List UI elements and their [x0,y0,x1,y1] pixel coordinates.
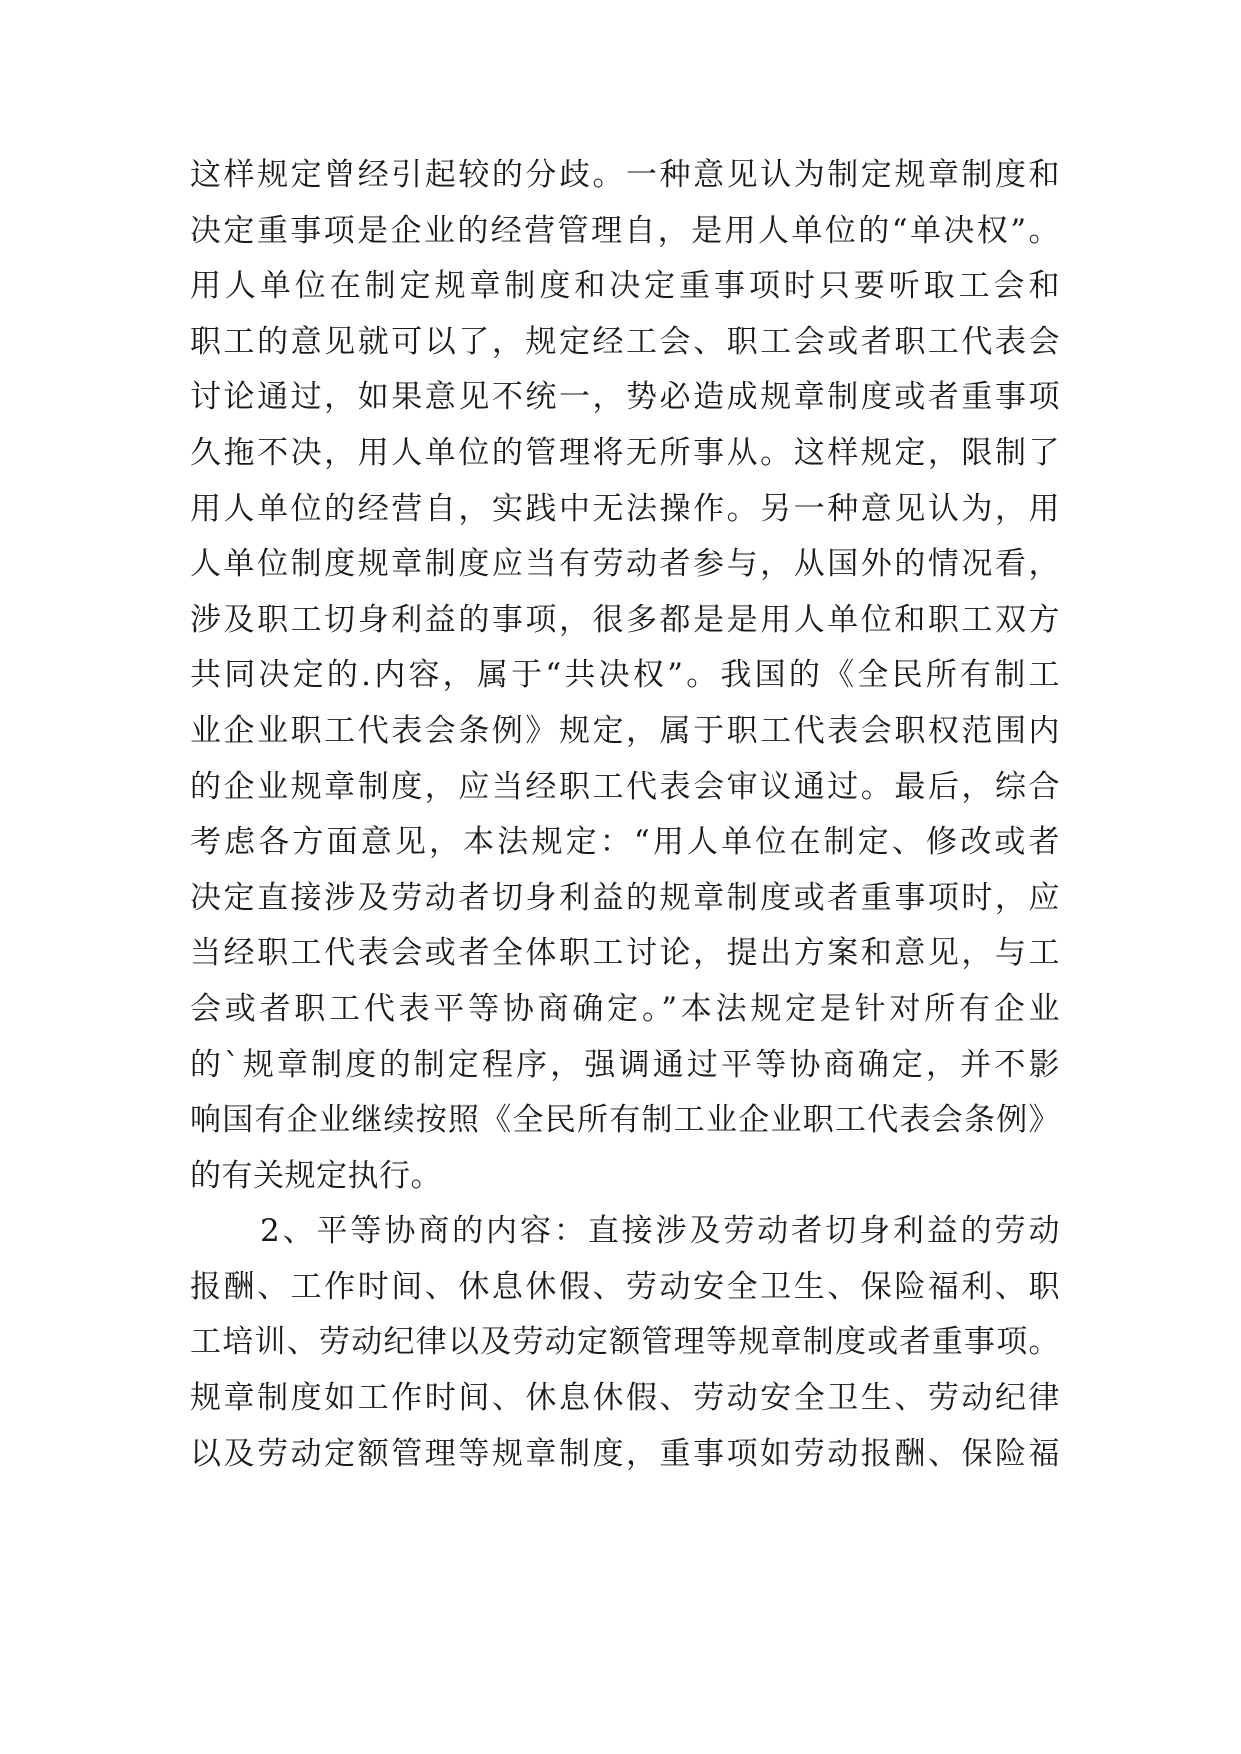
text-line: 响国有企业继续按照《全民所有制工业企业职工代表会条例》 [190,1102,1060,1139]
text-line: 的企业规章制度，应当经职工代表会审议通过。最后，综合 [190,768,1060,805]
text-line: 当经职工代表会或者全体职工讨论，提出方案和意见，与工 [190,935,1060,972]
text-line: 久拖不决，用人单位的管理将无所事从。这样规定，限制了 [190,434,1060,471]
text-line: 的有关规定执行。 [190,1157,442,1194]
text-line: 讨论通过，如果意见不统一，势必造成规章制度或者重事项 [190,379,1060,416]
paragraph-2 [190,1204,1060,1482]
text-line: 决定直接涉及劳动者切身利益的规章制度或者重事项时，应 [190,879,1060,916]
text-line: 共同决定的.内容，属于“共决权”。我国的《全民所有制工 [190,657,1060,694]
text-line: 报酬、工作时间、休息休假、劳动安全卫生、保险福利、职 [190,1268,1060,1305]
text-line: 工培训、劳动纪律以及劳动定额管理等规章制度或者重事项。 [190,1324,1060,1361]
text-line: 业企业职工代表会条例》规定，属于职工代表会职权范围内 [190,712,1060,749]
text-line: 涉及职工切身利益的事项，很多都是是用人单位和职工双方 [190,601,1060,638]
text-line: 会或者职工代表平等协商确定。”本法规定是针对所有企业 [190,990,1060,1027]
text-line: 规章制度如工作时间、休息休假、劳动安全卫生、劳动纪律 [190,1380,1060,1417]
paragraph-1 [190,148,1060,1204]
text-line: 人单位制度规章制度应当有劳动者参与，从国外的情况看， [190,546,1060,583]
text-line: 这样规定曾经引起较的分歧。一种意见认为制定规章制度和 [190,157,1060,193]
text-line: 职工的意见就可以了，规定经工会、职工会或者职工代表会 [190,323,1060,360]
text-line: 用人单位在制定规章制度和决定重事项时只要听取工会和 [190,268,1060,305]
text-line: 考虑各方面意见，本法规定：“用人单位在制定、修改或者 [190,824,1060,861]
text-line: 用人单位的经营自，实践中无法操作。另一种意见认为，用 [190,490,1060,527]
text-line: 决定重事项是企业的经营管理自，是用人单位的“单决权”。 [190,212,1060,249]
document-body [190,148,1060,1482]
text-line: 的`规章制度的制定程序，强调通过平等协商确定，并不影 [190,1046,1060,1083]
text-line: 2、平等协商的内容：直接涉及劳动者切身利益的劳动 [260,1213,1060,1250]
text-line: 以及劳动定额管理等规章制度，重事项如劳动报酬、保险福 [190,1435,1060,1472]
